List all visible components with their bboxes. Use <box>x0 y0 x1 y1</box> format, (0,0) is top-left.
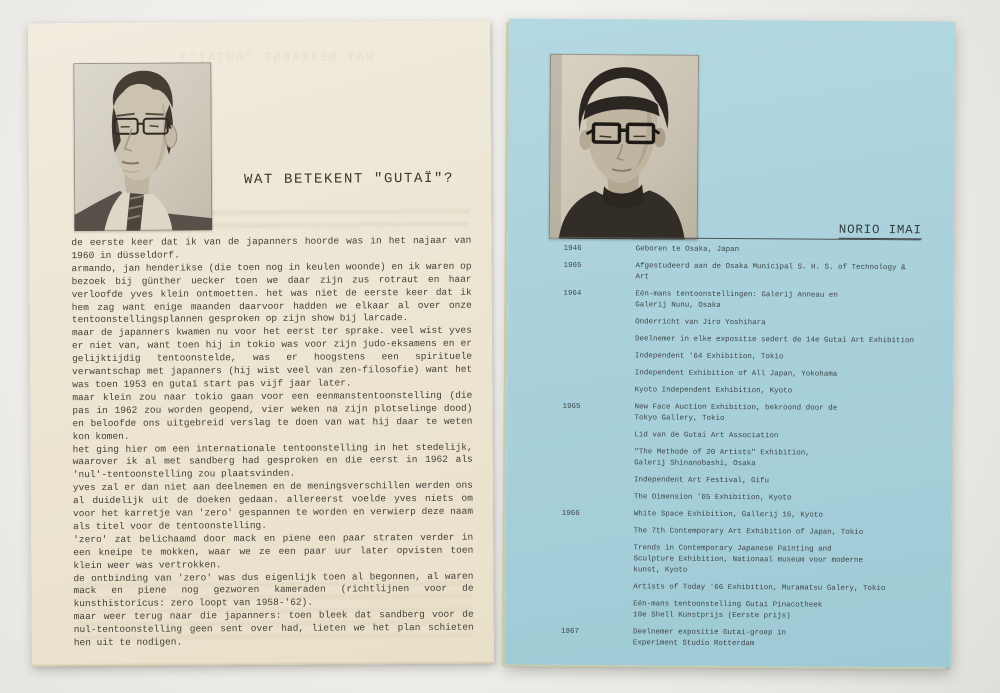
paragraph: de ontbinding van 'zero' was dus eigenlijk toen al begonnen, al waren mack en piene nog gezworen kameraden (richtlijnen voor de kunsthistoricus: zero loopt van 1958-'62). <box>73 570 474 610</box>
timeline-description: Independent Art Festival, Gifu <box>634 476 770 486</box>
timeline-year <box>562 475 634 487</box>
timeline-entry <box>563 334 923 348</box>
timeline-year <box>563 317 635 329</box>
timeline-year: 1966 <box>561 509 580 518</box>
paragraph: yves zal er dan niet aan deelnemen en de meningsverschillen werden ons al duidelijk uit de doeken gedaan. allereerst voelde yves niets om voor het karretje van 'zero' gespannen te worden en verwierp deze naam als titel voor de tentoonstelling. <box>72 479 474 533</box>
body-text <box>71 235 474 650</box>
biography-timeline <box>561 244 924 658</box>
right-page <box>505 18 955 667</box>
page-title: WAT BETEKENT "GUTAÏ"? <box>243 170 455 189</box>
timeline-description: Independent '64 Exhibition, Tokio <box>634 352 784 362</box>
timeline-year <box>562 492 634 504</box>
timeline-year <box>563 368 635 380</box>
timeline-description: Lid van de Gutai Art Association <box>634 431 779 441</box>
timeline-description: White Space Exhibition, Gallerij 16, Kyoto <box>633 510 823 520</box>
timeline-year <box>561 599 633 622</box>
timeline-entry <box>563 289 923 314</box>
timeline-entry <box>562 509 922 523</box>
timeline-description: Trends in Contemporary Japanese Painting and Sculpture Exhibition, Nationaal museum voor moderne kunst, Kyoto <box>633 544 864 575</box>
timeline-entry <box>561 582 921 596</box>
paragraph: armando, jan henderikse (die toen nog in keulen woonde) en ik waren op bezoek bij günther uecker toen we daar zijn zus rotraut en haar verloofde yves klein ontmoetten. het was niet de eerste keer dat ik hem zag want enige maanden daarvoor hadden we elkaar al over onze tentoonstellingsplannen gesproken op zijn show bij larcade. <box>71 260 472 326</box>
timeline-year: 1967 <box>560 627 580 636</box>
paragraph: maar de japanners kwamen nu voor het eerst ter sprake. veel wist yves er niet van, want toen hij in tokio was voor zijn judo-eksamens en er gelijktijdig tentoonstelde, was er hoogstens een spirituele verwantschap met japanners (hij wist veel van zen-filosofie) want het was toen 1953 en gutaï start pas vijf jaar later. <box>71 325 473 391</box>
timeline-entry <box>562 447 922 472</box>
paragraph: maar weer terug naar die japanners: toen bleek dat sandberg voor de nul-tentoonstelling geen sent over had, lieten we het plan schieten hen uit te nodigen. <box>73 608 474 649</box>
glasses <box>593 124 619 142</box>
timeline-description: Afgestudeerd aan de Osaka Municipal S. H. S. of Technology & Art <box>635 262 906 282</box>
timeline-entry <box>563 317 923 331</box>
timeline-entry <box>563 261 923 286</box>
timeline-description: Independent Exhibition of All Japan, Yokohama <box>634 369 838 379</box>
timeline-entry <box>562 475 922 489</box>
timeline-year: 1964 <box>563 289 582 298</box>
timeline-year <box>563 351 635 363</box>
timeline-year <box>562 447 634 470</box>
timeline-description: Eén-mans tentoonstellingen: Galerij Anneau en Galerij Nunu, Osaka <box>635 290 838 310</box>
bleed-through-title: WAT BETEKENT "GUTAÏ"? <box>178 49 374 66</box>
timeline-entry <box>561 599 921 624</box>
artist-name: NORIO IMAI <box>838 222 922 238</box>
timeline-description: The Dimension '65 Exhibition, Kyoto <box>633 493 792 503</box>
timeline-description: Artists of Today '66 Exhibition, Muramatsu Galery, Tokio <box>633 583 886 594</box>
timeline-year <box>563 385 635 397</box>
timeline-description: Kyoto Independent Exhibition, Kyoto <box>634 386 793 396</box>
timeline-description: Deelnemer expositie Gutai-groep in Experiment Studio Rotterdam <box>632 628 787 649</box>
timeline-description: Onderricht van Jiro Yoshihara <box>635 318 766 328</box>
timeline-entry <box>561 627 921 652</box>
left-page <box>28 21 494 667</box>
timeline-year <box>563 334 635 346</box>
timeline-year <box>562 526 634 538</box>
timeline-year <box>561 582 633 594</box>
timeline-entry <box>563 351 923 365</box>
timeline-description: "The Methode of 20 Artists" Exhibition, Galerij Shinanobashi, Osaka <box>634 448 810 469</box>
timeline-entry <box>562 492 922 506</box>
timeline-year <box>561 543 633 577</box>
timeline-entry <box>564 244 924 258</box>
portrait-photo-left <box>73 62 212 231</box>
timeline-description: Eén-mans tentoonstelling Gutai Pinacotheek 10e Shell Kunstprijs (Eerste prijs) <box>633 600 823 621</box>
portrait-photo-right <box>549 54 699 240</box>
timeline-year: 1946 <box>563 244 582 253</box>
timeline-entry <box>562 430 922 444</box>
timeline-description: New Face Auction Exhibition, bekroond door de Tokyo Gallery, Tokio <box>634 403 838 423</box>
timeline-description: The 7th Contemporary Art Exhibition of Japan, Tokio <box>633 527 864 537</box>
timeline-entry <box>562 402 922 427</box>
timeline-entry <box>563 385 923 399</box>
paragraph: maar klein zou naar tokio gaan voor een eenmanstentoonstelling (die pas in 1962 zou worden geopend, vier weken na zijn plotselinge dood) en beloofde ons uitgebreid verslag te doen van wat hij daar te weten kon komen. <box>72 389 473 442</box>
paragraph: het ging hier om een internationale tentoonstelling in het stedelijk, waarover ik al met sandberg had gesproken en die eerst in 1962 als 'nul'-tentoonstelling zou plaatsvinden. <box>72 441 473 481</box>
paragraph: de eerste keer dat ik van de japanners hoorde was in het najaar van 1960 in düsseldorf. <box>71 234 472 262</box>
paragraph: 'zero' zat belichaamd door mack en piene een paar straten verder in een kneipe te mokken, waar we ze een paar uur later opvisten toen klein weer was vertrokken. <box>73 531 474 571</box>
timeline-description: Geboren te Osaka, Japan <box>635 245 740 255</box>
timeline-description: Deelnemer in elke expositie sedert de 14e Gutai Art Exhibition <box>634 335 915 346</box>
timeline-year: 1965 <box>562 402 581 411</box>
timeline-entry <box>563 368 923 382</box>
timeline-entry <box>562 526 922 540</box>
timeline-year: 1965 <box>563 261 582 270</box>
timeline-year <box>562 430 634 442</box>
timeline-entry <box>561 543 921 579</box>
